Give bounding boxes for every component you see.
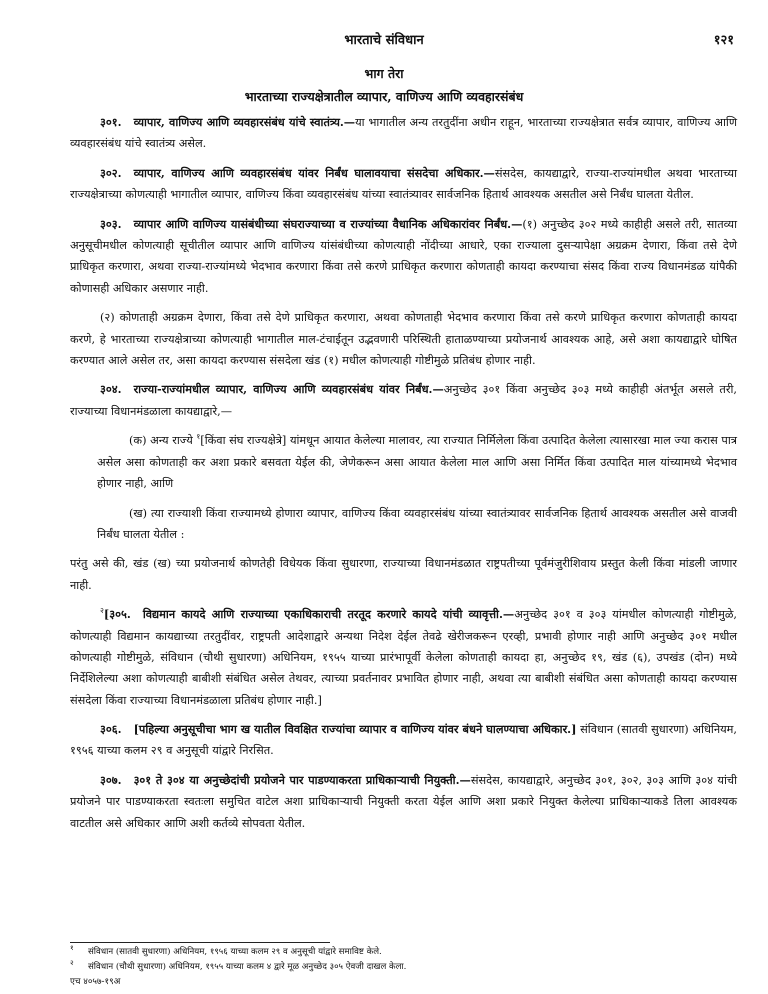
article-heading: व्यापार आणि वाणिज्य यासंबंधीच्या संघराज्याच्या व राज्यांच्या वैधानिक अधिकारांवर निर्बंध.—	[133, 216, 523, 231]
clause-2-text: (२) कोणताही अग्रक्रम देणारा, किंवा तसे देणे प्राधिकृत करणारा, अथवा कोणताही भेदभाव करणारा किंवा तसे करणे प्राधिकृत करणारा कोणताही कायदा करणे, हे भारताच्या राज्यक्षेत्राच्या कोणत्याही भागातील माल-टंचाईतून उद्भवणारी परिस्थिती हाताळण्याच्या प्रयोजनार्थ आवश्यक आहे, असे अशा कायद्याद्वारे घोषित करण्यात आले असेल तर, असा कायदा करण्यास संसदेला खंड (१) मधील कोणत्याही गोष्टीमुळे प्रतिबंध होणार नाही.	[70, 311, 737, 367]
footnote-1: १ संविधान (सातवी सुधारणा) अधिनियम, १९५६ याच्या कलम २९ व अनुसूची यांद्वारे समाविष्ट केले.	[70, 944, 382, 957]
article-number: ३०७.	[100, 772, 122, 787]
document-body	[70, 112, 737, 842]
article-text: संविधान (सातवी सुधारणा) अधिनियम, १९५६ याच्या कलम २९ व अनुसूची यांद्वारे निरसित.	[70, 723, 737, 758]
article-304-clause-b	[97, 503, 737, 546]
clause-a-text: [किंवा संघ राज्यक्षेत्रे] यांमधून आयात केलेल्या मालावर, त्या राज्यात निर्मिलेला किंवा उत्पादित केलेला त्यासारखा माल ज्या करास पात्र असेल असा कोणताही कर अशा प्रकारे बसवता येईल की, जेणेकरून असा आयात केलेला माल आणि असा निर्मित किंवा उत्पादित माल यांच्यामध्ये भेदभाव होणार नाही, आणि	[97, 434, 738, 490]
print-code: एच ४०५७-१९अ	[70, 977, 121, 987]
article-number: ३०६.	[100, 722, 122, 737]
proviso-text: परंतु असे की, खंड (ख) च्या प्रयोजनार्थ कोणतेही विधेयक किंवा सुधारणा, राज्याच्या विधानमंडळात राष्ट्रपतीच्या पूर्वमंजुरीशिवाय प्रस्तुत केली किंवा मांडली जाणार नाही.	[70, 557, 737, 592]
article-heading: राज्या-राज्यांमधील व्यापार, वाणिज्य आणि व्यवहारसंबंध यांवर निर्बंध.—	[133, 382, 444, 397]
article-306	[70, 719, 737, 762]
footnote-divider	[70, 942, 330, 943]
article-heading: ३०१ ते ३०४ या अनुच्छेदांची प्रयोजने पार पाडण्याकरता प्राधिकाऱ्याची नियुक्ती.—	[133, 772, 471, 787]
footnote-text: संविधान (चौथी सुधारणा) अधिनियम, १९५५ याच्या कलम ४ द्वारे मूळ अनुच्छेद ३०५ ऐवजी दाखल केला.	[88, 961, 407, 972]
article-304	[70, 379, 737, 422]
part-subtitle: भारताच्या राज्यक्षेत्रातील व्यापार, वाणिज्य आणि व्यवहारसंबंध	[244, 89, 524, 104]
article-text: संसदेस, कायद्याद्वारे, अनुच्छेद ३०१, ३०२, ३०३ आणि ३०४ यांची प्रयोजने पार पाडण्याकरता स्वतःला समुचित वाटेल अशा प्राधिकाऱ्याची नियुक्ती करता येईल आणि अशा प्रकारे नियुक्त केलेल्या प्राधिकाऱ्याकडे तिला आवश्यक वाटतील असे अधिकार आणि अशी कर्तव्ये सोपवता येतील.	[70, 773, 737, 830]
article-301	[70, 112, 737, 155]
article-text: संसदेस, कायद्याद्वारे, राज्या-राज्यांमधील अथवा भारताच्या राज्यक्षेत्राच्या कोणत्याही भागातील व्यापार, वाणिज्य किंवा व्यवहारसंबंध यांच्या स्वातंत्र्यावर सार्वजनिक हितार्थ आवश्यक असतील असे निर्बंध घालता येतील.	[70, 166, 737, 202]
article-307	[70, 770, 737, 834]
page-header	[0, 30, 768, 50]
article-305	[70, 604, 737, 710]
article-number: [३०५.	[103, 607, 131, 622]
article-303-clause-2	[70, 307, 737, 371]
article-303	[70, 214, 737, 299]
article-heading: व्यापार, वाणिज्य आणि व्यवहारसंबंध यांचे स्वातंत्र्य.—	[133, 115, 356, 129]
article-text: अनुच्छेद ३०१ किंवा अनुच्छेद ३०३ मध्ये काहीही अंतर्भूत असले तरी, राज्याच्या विधानमंडळाला कायद्याद्वारे,—	[70, 383, 737, 418]
clause-1-text: (१) अनुच्छेद ३०२ मध्ये काहीही असले तरी, सातव्या अनुसूचीमधील कोणत्याही सूचीतील व्यापार आणि वाणिज्य यांसंबंधीच्या कोणत्याही नोंदीच्या आधारे, एका राज्याला दुसऱ्यापेक्षा अग्रक्रम देणारा, किंवा तसे देणे प्राधिकृत करणारा, अथवा राज्या-राज्यांमध्ये भेदभाव करणारा किंवा तसे करणे प्राधिकृत करणारा कोणताही कायदा करण्याचा संसद किंवा राज्य विधानमंडळ यांपैकी कोणासही अधिकार असणार नाही.	[70, 217, 738, 295]
article-302	[70, 163, 737, 206]
part-title: भाग तेरा	[364, 66, 404, 81]
footnote-2: २ संविधान (चौथी सुधारणा) अधिनियम, १९५५ याच्या कलम ४ द्वारे मूळ अनुच्छेद ३०५ ऐवजी दाखल केला.	[70, 958, 407, 972]
article-304-proviso	[70, 553, 737, 596]
footnote-ref: २	[100, 606, 104, 616]
running-title: भारताचे संविधान	[344, 33, 424, 48]
article-text: अनुच्छेद ३०१ व ३०३ यांमधील कोणत्याही गोष्टीमुळे, कोणत्याही विद्यमान कायद्याच्या तरतुदींवर, राष्ट्रपती आदेशाद्वारे अन्यथा निदेश देईल तेवढे खेरीजकरून एरव्ही, प्रभावी होणार नाही आणि अनुच्छेद ३०१ मधील कोणत्याही गोष्टीमुळे, संविधान (चौथी सुधारणा) अधिनियम, १९५५ याच्या प्रारंभापूर्वी केलेला कोणताही कायदा हा, अनुच्छेद १९, खंड (६), उपखंड (दोन) मध्ये निर्देशिलेल्या अशा कोणत्याही बाबीशी संबंधित असेल तेथवर, त्याच्या प्रवर्तनावर प्रभावित होणार नाही, अथवा त्या बाबीशी संबंधित असा कोणताही कायदा करण्यास संसदेला किंवा राज्याच्या विधानमंडळाला प्रतिबंध होणार नाही.]	[70, 608, 737, 707]
footnote-text: संविधान (सातवी सुधारणा) अधिनियम, १९५६ याच्या कलम २९ व अनुसूची यांद्वारे समाविष्ट केले.	[88, 947, 382, 957]
article-number: ३०४.	[100, 382, 122, 397]
article-number: ३०२.	[100, 165, 122, 180]
article-number: ३०३.	[100, 216, 122, 231]
article-number: ३०१.	[100, 115, 122, 129]
article-text: या भागातील अन्य तरतुदींना अधीन राहून, भारताच्या राज्यक्षेत्रात सर्वत्र व्यापार, वाणिज्य आणि व्यवहारसंबंध यांचे स्वातंत्र्य असेल.	[70, 116, 737, 151]
article-304-clause-a	[97, 430, 737, 494]
article-heading: व्यापार, वाणिज्य आणि व्यवहारसंबंध यांवर निर्बंध घालावयाचा संसदेचा अधिकार.—	[133, 165, 495, 180]
article-heading: [पहिल्या अनुसूचीचा भाग ख यातील विवक्षित राज्यांचा व्यापार व वाणिज्य यांवर बंधने घालण्याचा अधिकार.]	[133, 722, 577, 737]
page-number: १२१	[713, 33, 734, 48]
footnote-ref: १	[196, 432, 201, 442]
article-heading: विद्यमान कायदे आणि राज्याच्या एकाधिकाराची तरतूद करणारे कायदे यांची व्यावृत्ती.—	[142, 607, 515, 622]
clause-a-prefix: (क) अन्य राज्ये	[129, 434, 193, 448]
clause-b-text: (ख) त्या राज्याशी किंवा राज्यामध्ये होणारा व्यापार, वाणिज्य किंवा व्यवहारसंबंध यांच्या स्वातंत्र्यावर सार्वजनिक हितार्थ आवश्यक असतील असे वाजवी निर्बंध घालता येतील :	[97, 506, 737, 541]
footnotes	[70, 945, 737, 974]
